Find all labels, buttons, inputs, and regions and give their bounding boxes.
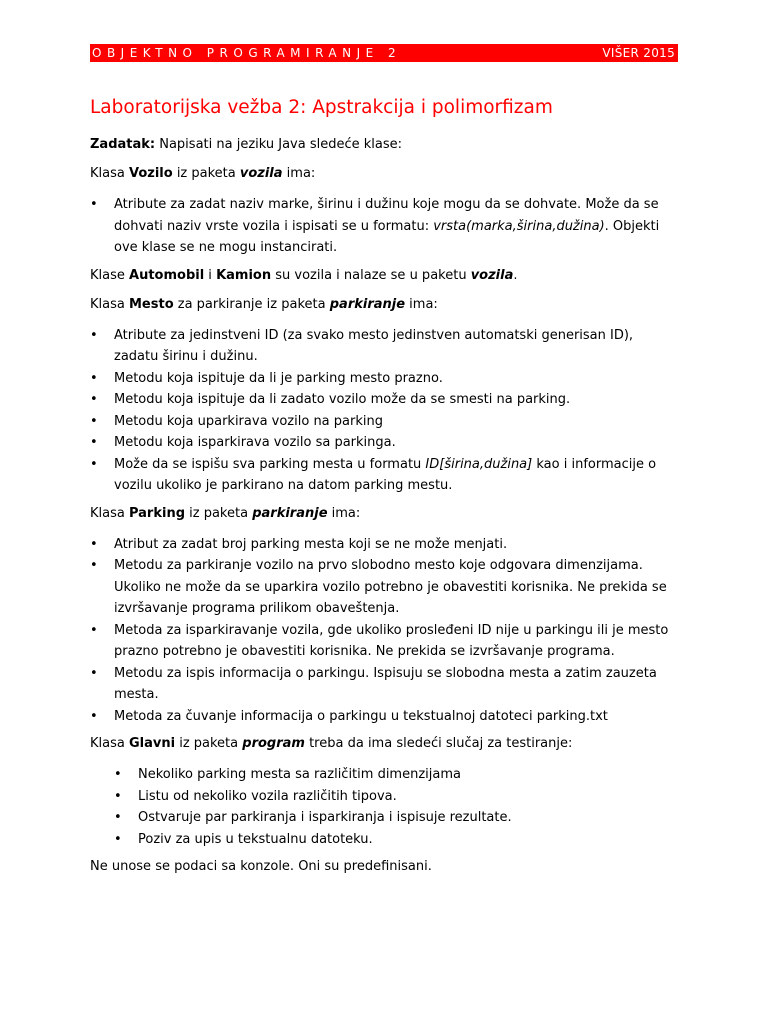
page-header: [90, 44, 678, 62]
list-item: • Atribut za zadat broj parking mesta koji se ne može menjati.: [90, 534, 680, 556]
list-item: [90, 194, 680, 259]
mesto-list: [90, 325, 680, 497]
class-name-vozilo: Vozilo: [128, 166, 173, 181]
package-name: parkiranje: [252, 505, 328, 521]
list-item: • Metodu koja isparkirava vozilo sa parkinga.: [90, 432, 680, 454]
automobil-kamion-paragraph: [90, 267, 680, 285]
list-item: • Metodu za ispis informacija o parkingu. Ispisuju se slobodna mesta a zatim zauzeta mesta.: [90, 663, 680, 706]
package-name: vozila: [239, 166, 283, 181]
class-name-automobil: Automobil: [129, 267, 205, 283]
list-item: [90, 454, 680, 497]
item-text: Može da se ispišu sva parking mesta u formatu: [114, 456, 426, 472]
intro-text: su vozila i nalaze se u paketu: [271, 267, 471, 283]
intro-text: treba da ima sledeći slučaj za testiranje:: [304, 736, 573, 751]
parking-intro: [90, 505, 680, 523]
task-text: Napisati na jeziku Java sledeće klase:: [155, 137, 403, 152]
header-year: VIŠER 2015: [602, 46, 675, 60]
package-name: program: [242, 736, 305, 751]
class-name-parking: Parking: [128, 505, 186, 521]
document-body: [90, 96, 680, 887]
class-name-mesto: Mesto: [128, 296, 174, 312]
item-text: . Objekti ove klase se ne mogu instancirati.: [114, 218, 660, 255]
task-label: Zadatak:: [90, 137, 156, 152]
package-name: vozila: [470, 267, 514, 283]
task-paragraph: [90, 136, 680, 154]
class-name-glavni: Glavni: [128, 736, 176, 751]
intro-text: ima:: [282, 166, 316, 181]
intro-text: Klasa: [90, 166, 129, 181]
list-item: • Nekoliko parking mesta sa različitim dimenzijama: [90, 764, 680, 786]
list-item: • Metodu koja ispituje da li je parking mesto prazno.: [90, 368, 680, 390]
list-item: • Metoda za isparkiravanje vozila, gde ukoliko prosleđeni ID nije u parkingu ili je mesto prazno potrebno je obavestiti korisnika. Ne prekida se izvršavanje programa.: [90, 620, 680, 663]
intro-text: Klasa: [90, 505, 129, 521]
intro-text: i: [204, 267, 217, 283]
parking-list: [90, 534, 680, 728]
list-item: • Atribute za jedinstveni ID (za svako mesto jedinstven automatski generisan ID), zadatu širinu i dužinu.: [90, 325, 680, 368]
list-item: • Metodu za parkiranje vozilo na prvo slobodno mesto koje odgovara dimenzijama. Ukoliko ne može da se uparkira vozilo potrebno je obavestiti korisnika. Ne prekida se izvršavanje programa prilikom obaveštenja.: [90, 555, 680, 620]
list-item: • Metodu koja ispituje da li zadato vozilo može da se smesti na parking.: [90, 389, 680, 411]
intro-text: ima:: [327, 505, 361, 521]
glavni-list: [90, 764, 680, 850]
intro-text: Klasa: [90, 736, 129, 751]
intro-text: iz paketa: [185, 505, 253, 521]
footer-note: Ne unose se podaci sa konzole. Oni su predefinisani.: [90, 859, 432, 874]
class-name-kamion: Kamion: [216, 267, 272, 283]
intro-text: ima:: [405, 296, 438, 312]
glavni-intro: [90, 735, 680, 753]
mesto-intro: [90, 296, 680, 314]
intro-text: .: [513, 267, 518, 283]
intro-text: Klase: [90, 267, 130, 283]
package-name: parkiranje: [329, 296, 406, 312]
course-title: OBJEKTNO PROGRAMIRANJE 2: [92, 46, 402, 60]
format-text: ID[širina,dužina]: [425, 456, 533, 472]
list-item: • Metoda za čuvanje informacija o parkingu u tekstualnoj datoteci parking.txt: [90, 706, 680, 728]
intro-text: iz paketa: [172, 166, 240, 181]
list-item: • Poziv za upis u tekstualnu datoteku.: [90, 829, 680, 851]
list-item: • Ostvaruje par parkiranja i isparkiranja i ispisuje rezultate.: [90, 807, 680, 829]
item-text: kao i informacije o vozilu ukoliko je parkirano na datom parking mestu.: [114, 456, 657, 493]
vozilo-intro: [90, 165, 680, 183]
format-text: vrsta(marka,širina,dužina): [433, 218, 605, 234]
list-item: • Listu od nekoliko vozila različitih tipova.: [90, 786, 680, 808]
item-text: Atribute za zadat naziv marke, širinu i dužinu koje mogu da se dohvate. Može da se dohvati naziv vrste vozila i ispisati se u formatu:: [114, 197, 659, 234]
vozilo-list: [90, 194, 680, 259]
intro-text: Klasa: [90, 296, 129, 312]
intro-text: za parkiranje iz paketa: [173, 296, 330, 312]
list-item: • Metodu koja uparkirava vozilo na parking: [90, 411, 680, 433]
page-title: Laboratorijska vežba 2: Apstrakcija i polimorfizam: [90, 97, 553, 118]
intro-text: iz paketa: [175, 736, 243, 751]
